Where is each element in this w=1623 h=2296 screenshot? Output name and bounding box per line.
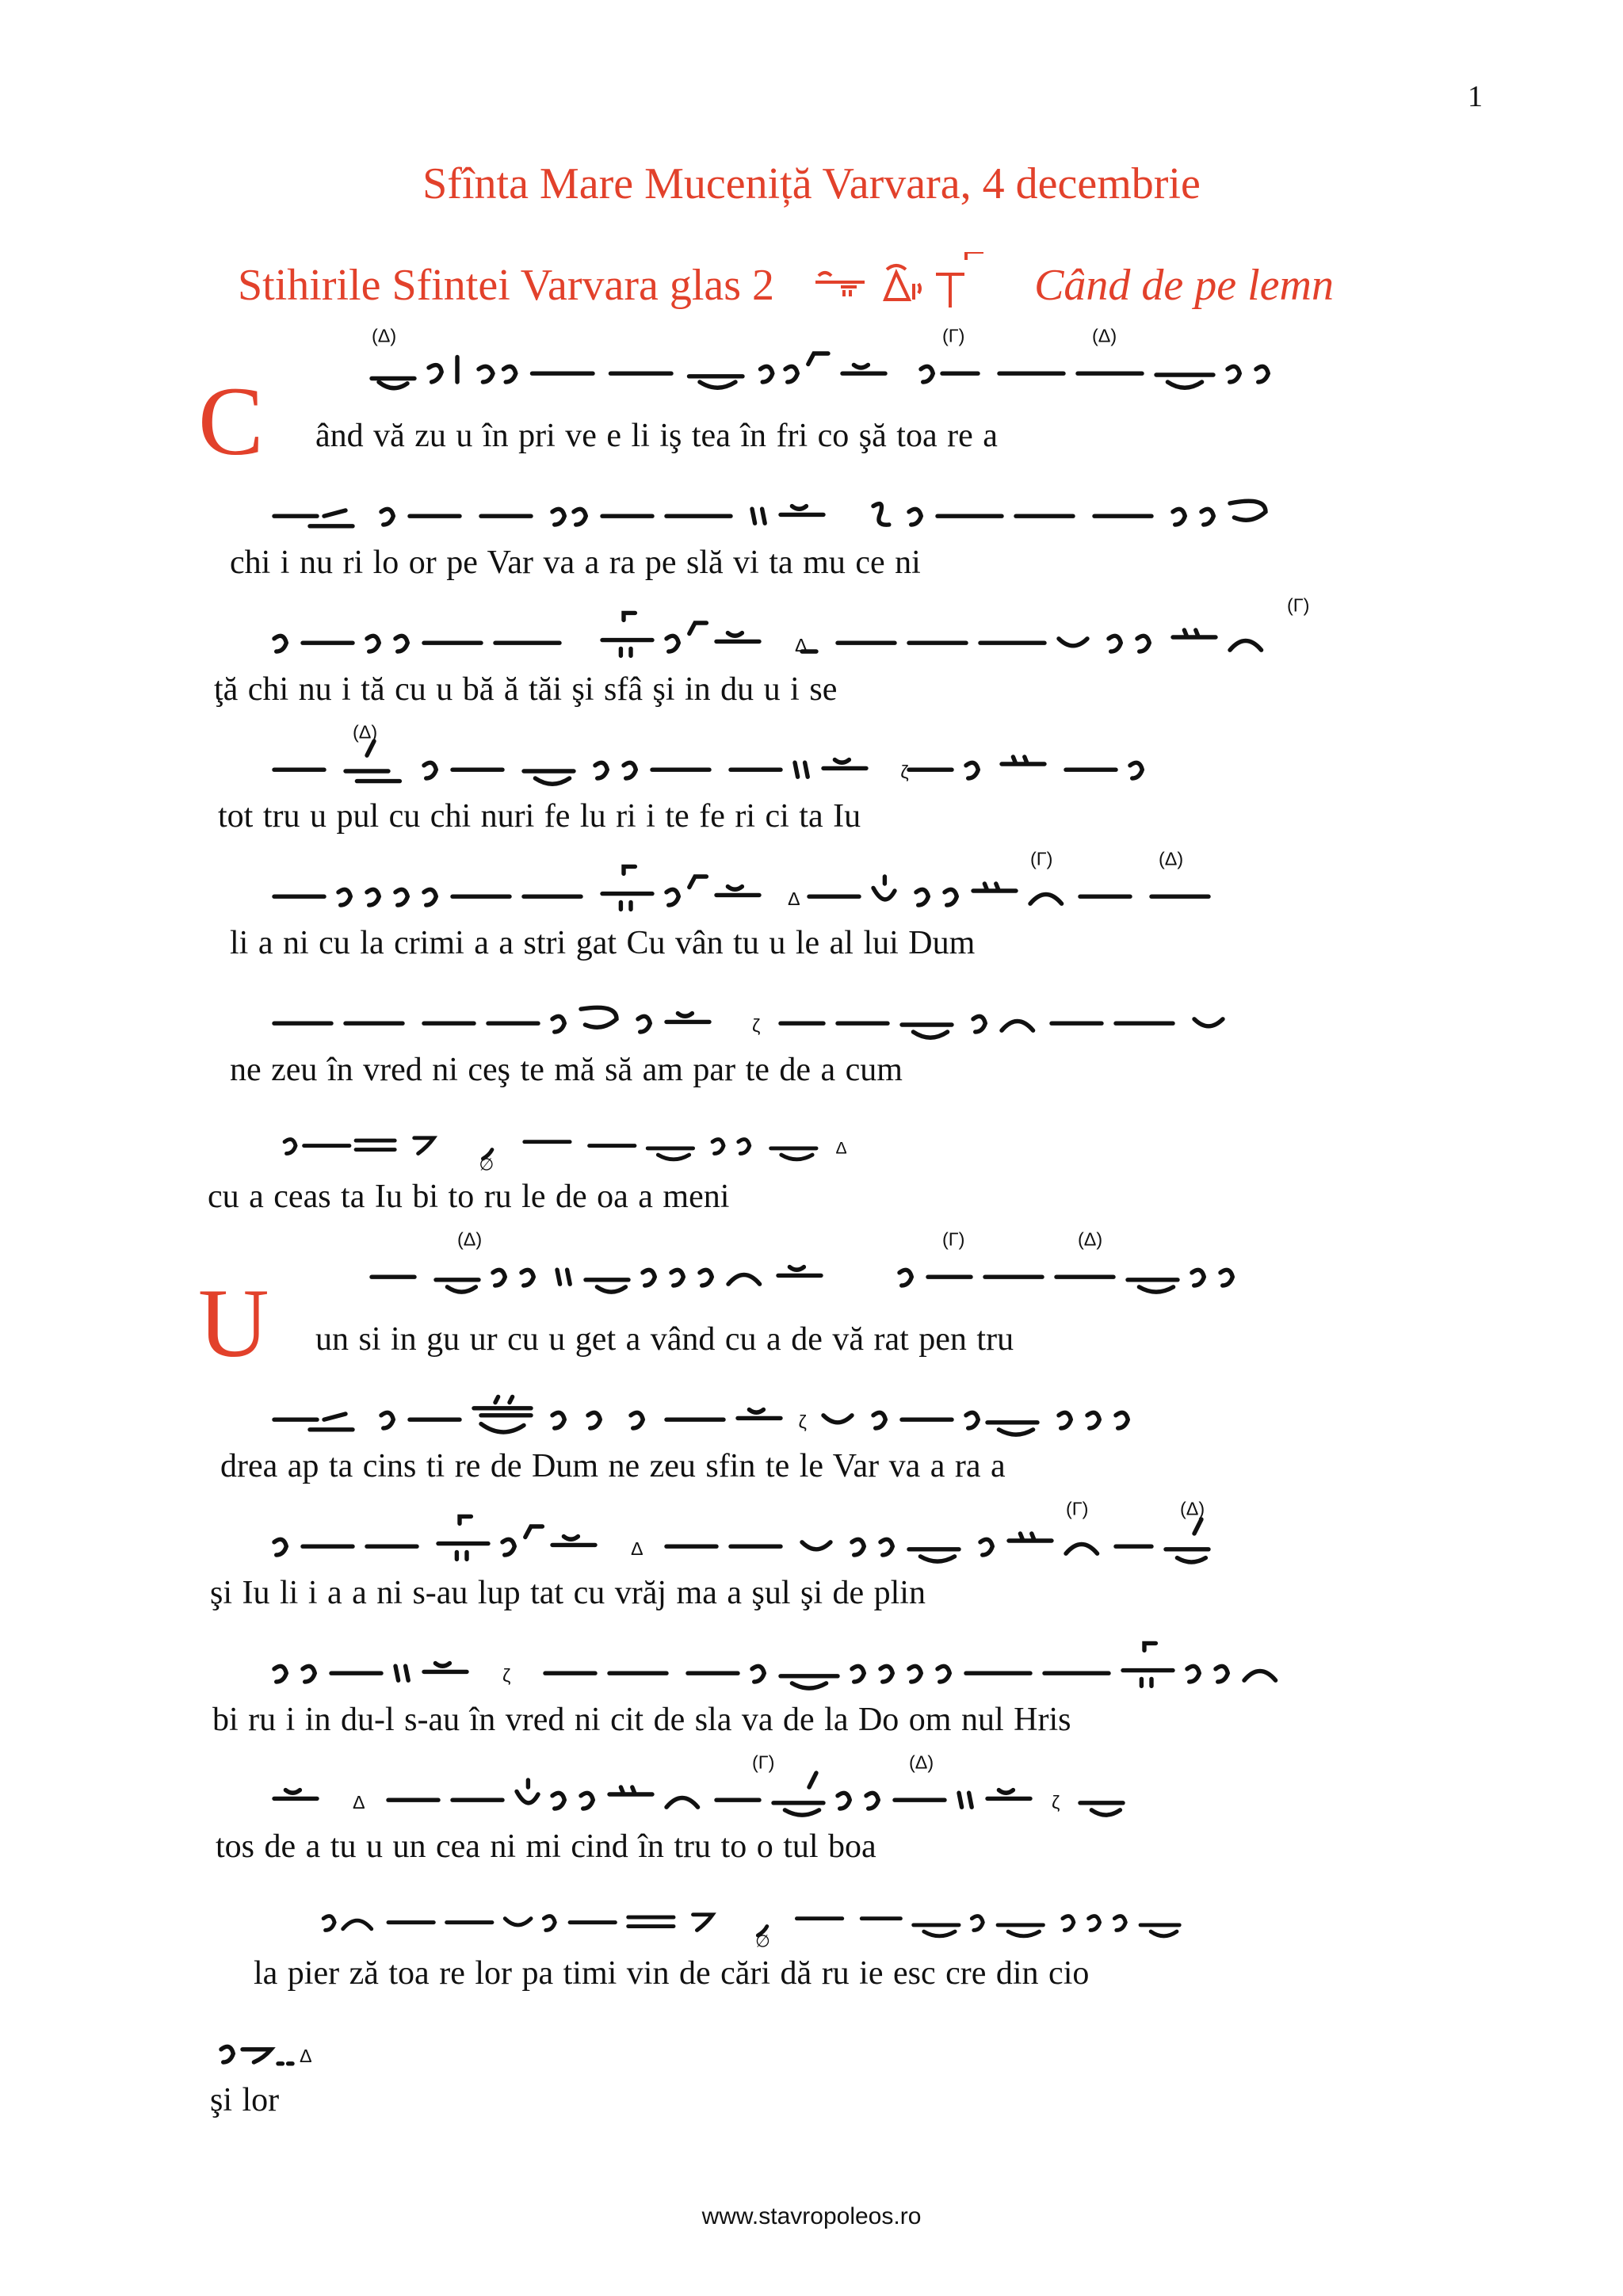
svg-text:Δ: Δ bbox=[788, 888, 800, 909]
svg-text:(Δ): (Δ) bbox=[1092, 325, 1117, 346]
svg-text:ζ: ζ bbox=[900, 762, 909, 782]
svg-text:(Γ): (Γ) bbox=[1066, 1498, 1089, 1519]
svg-text:ζ: ζ bbox=[752, 1015, 761, 1036]
subtitle-text: Stihirile Sfintei Varvara glas 2 bbox=[238, 260, 775, 310]
svg-text:(Γ): (Γ) bbox=[942, 1228, 965, 1250]
lyric-line: tot tru u pul cu chi nuri fe lu ri i te fe ri ci ta Iu bbox=[218, 798, 861, 835]
neume-line bbox=[206, 1625, 1426, 1696]
hymn-1-initial: C bbox=[198, 367, 264, 476]
neume-line bbox=[206, 1498, 1426, 1569]
lyric-line: la pier ză toa re lor pa timi vin de cări dă ru ie esc cre din cio bbox=[254, 1955, 1090, 1992]
neume-line bbox=[206, 848, 1426, 919]
lyric-line: cu a ceas ta Iu bi to ru le de oa a meni bbox=[208, 1179, 730, 1215]
svg-text:(Δ): (Δ) bbox=[1078, 1228, 1103, 1250]
lyric-line: li a ni cu la crimi a a stri gat Cu vân tu u le al lui Dum bbox=[230, 925, 976, 961]
svg-text:Δ: Δ bbox=[353, 1792, 365, 1813]
hymn-2-initial: U bbox=[198, 1269, 269, 1377]
neume-line bbox=[206, 2005, 365, 2076]
neume-line bbox=[206, 721, 1426, 793]
svg-text:Δ: Δ bbox=[835, 1138, 847, 1158]
neume-line bbox=[206, 468, 1426, 539]
lyric-line: şi lor bbox=[210, 2082, 280, 2118]
subtitle bbox=[238, 252, 1334, 327]
svg-text:(Δ): (Δ) bbox=[909, 1752, 934, 1773]
lyric-line: ne zeu în vred ni ceş te mă să am par te de a cum bbox=[230, 1052, 903, 1088]
page-number: 1 bbox=[1468, 80, 1483, 113]
svg-text:(Δ): (Δ) bbox=[353, 721, 378, 743]
lyric-line: drea ap ta cins ti re de Dum ne zeu sfin te le Var va a ra a bbox=[220, 1448, 1006, 1484]
neume-line bbox=[301, 325, 1426, 396]
neume-line bbox=[206, 975, 1426, 1046]
svg-text:(Δ): (Δ) bbox=[1180, 1498, 1205, 1519]
lyric-line: ând vă zu u în pri ve e li iş tea în fri co şă toa re a bbox=[315, 418, 998, 454]
svg-text:(Γ): (Γ) bbox=[1287, 594, 1310, 616]
lyric-line: bi ru i in du-l s-au în vred ni cit de sla va de la Do om nul Hris bbox=[212, 1702, 1071, 1738]
lyric-line: şi Iu li i a a ni s-au lup tat cu vrăj ma a şul şi de plin bbox=[210, 1575, 926, 1611]
svg-text:(Γ): (Γ) bbox=[1030, 848, 1053, 869]
neume-line bbox=[206, 1752, 1426, 1823]
svg-text:ζ: ζ bbox=[1052, 1792, 1060, 1813]
neume-line bbox=[301, 1228, 1426, 1300]
lyric-line: ţă chi nu i tă cu u bă ă tăi şi sfâ şi in du u i se bbox=[214, 671, 838, 708]
svg-text:(Γ): (Γ) bbox=[752, 1752, 775, 1773]
svg-text:Δ: Δ bbox=[795, 635, 808, 655]
svg-text:ζ: ζ bbox=[502, 1665, 511, 1686]
subtitle-incipit: Când de pe lemn bbox=[1034, 260, 1334, 310]
svg-text:(Δ): (Δ) bbox=[1159, 848, 1184, 869]
lyric-line: tos de a tu u un cea ni mi cind în tru to o tul boa bbox=[216, 1828, 876, 1865]
neume-line bbox=[206, 1371, 1426, 1442]
footer-url[interactable]: www.stavropoleos.ro bbox=[701, 2203, 922, 2229]
page-title: Sfînta Mare Muceniță Varvara, 4 decembrie bbox=[422, 159, 1201, 208]
svg-text:(Δ): (Δ) bbox=[457, 1228, 483, 1250]
svg-text:(Δ): (Δ) bbox=[372, 325, 397, 346]
svg-text:∅: ∅ bbox=[479, 1155, 495, 1173]
svg-text:∅: ∅ bbox=[755, 1931, 770, 1950]
neume-line bbox=[206, 594, 1426, 666]
neume-line bbox=[206, 1878, 1426, 1950]
lyric-line: un si in gu ur cu u get a vând cu a de vă rat pen tru bbox=[315, 1321, 1014, 1358]
svg-text:(Γ): (Γ) bbox=[942, 325, 965, 346]
svg-text:ζ: ζ bbox=[798, 1412, 807, 1432]
svg-text:Δ: Δ bbox=[631, 1538, 643, 1559]
mode-signature-icon bbox=[809, 252, 999, 327]
svg-text:Δ: Δ bbox=[300, 2046, 312, 2066]
lyric-line: chi i nu ri lo or pe Var va a ra pe slă vi ta mu ce ni bbox=[230, 544, 921, 581]
neume-line bbox=[206, 1102, 999, 1173]
